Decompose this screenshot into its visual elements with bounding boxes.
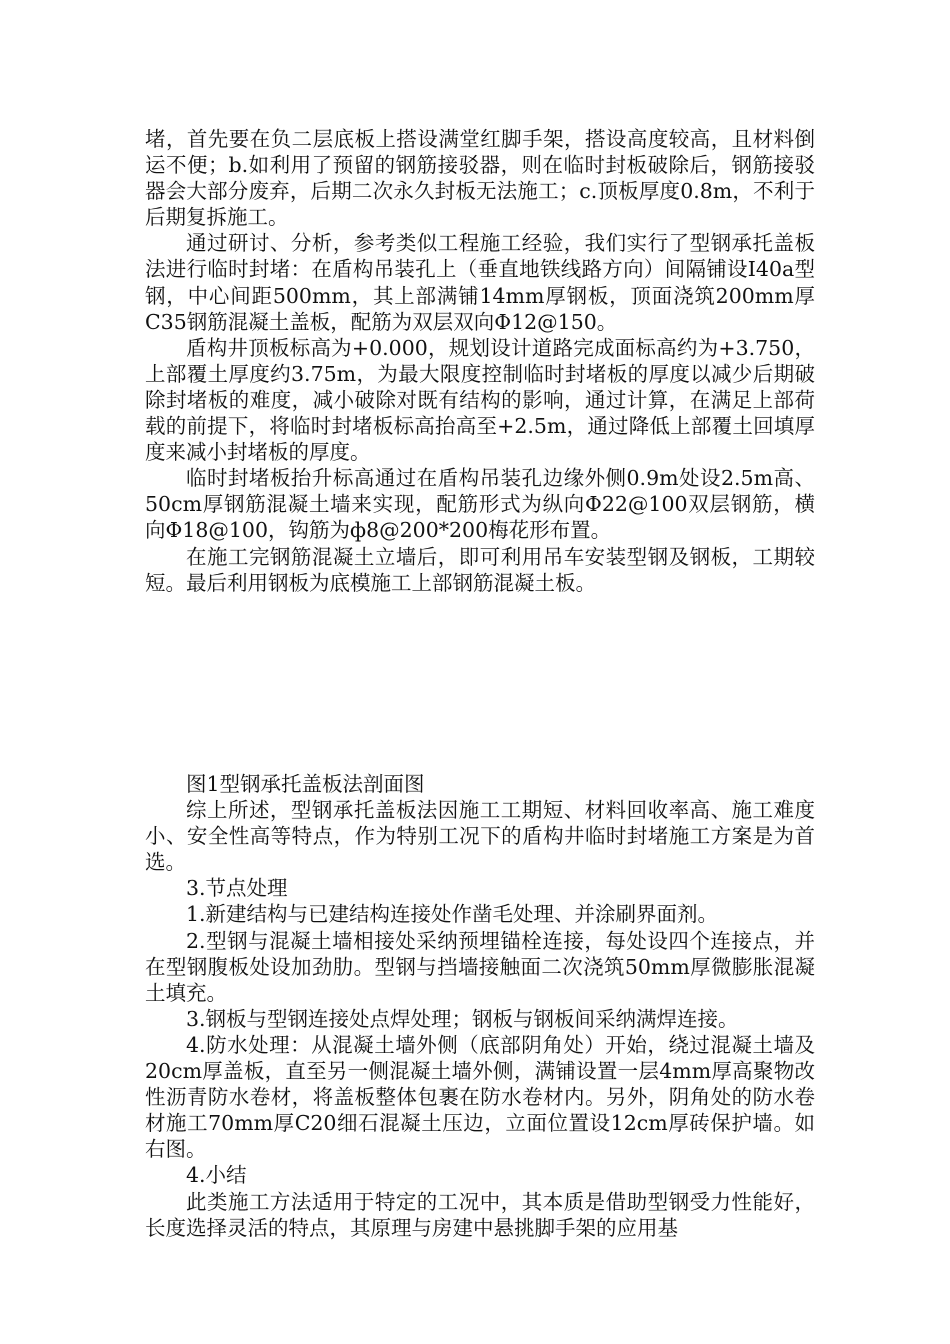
paragraph-method: 通过研讨、分析，参考类似工程施工经验，我们实行了型钢承托盖板法进行临时封堵：在盾构吊装孔上（垂直地铁线路方向）间隔铺设I40a型钢，中心间距500mm，其上部满铺14mm厚钢板，顶面浇筑200mm厚C35钢筋混凝土盖板，配筋为双层双向Φ12@150。 xyxy=(145,231,815,334)
figure-caption: 图1型钢承托盖板法剖面图 xyxy=(186,772,425,796)
section-heading-node-treatment: 3.节点处理 xyxy=(186,876,288,901)
paragraph-elevation: 盾构井顶板标高为+0.000，规划设计道路完成面标高约为+3.750，上部覆土厚度约3.75m，为最大限度控制临时封堵板的厚度以减少后期破除封堵板的难度，减小破除对既有结构的影响，通过计算，在满足上部荷载的前提下，将临时封堵板标高抬高至+2.5m，通过降低上部覆土回填厚度来减小封堵板的厚度。 xyxy=(145,335,815,465)
section-heading-summary: 4.小结 xyxy=(186,1163,247,1188)
paragraph-continuation: 堵，首先要在负二层底板上搭设满堂红脚手架，搭设高度较高，且材料倒运不便；b.如利用了预留的钢筋接驳器，则在临时封板破除后，钢筋接驳器会大部分废弃，后期二次永久封板无法施工；c.顶板厚度0.8m，不利于后期复拆施工。 xyxy=(145,127,815,230)
text-block-bottom xyxy=(145,771,815,1241)
paragraph-summary: 综上所述，型钢承托盖板法因施工工期短、材料回收率高、施工难度小、安全性高等特点，作为特别工况下的盾构井临时封堵施工方案是为首选。 xyxy=(145,798,815,875)
paragraph-installation: 在施工完钢筋混凝土立墙后，即可利用吊车安装型钢及钢板，工期较短。最后利用钢板为底模施工上部钢筋混凝土板。 xyxy=(145,544,815,595)
paragraph-conclusion: 此类施工方法适用于特定的工况中，其本质是借助型钢受力性能好，长度选择灵活的特点，其原理与房建中悬挑脚手架的应用基 xyxy=(145,1189,815,1240)
list-item-4: 4.防水处理：从混凝土墙外侧（底部阴角处）开始，绕过混凝土墙及20cm厚盖板，直至另一侧混凝土墙外侧，满铺设置一层4mm厚高聚物改性沥青防水卷材，将盖板整体包裹在防水卷材内。另外，阴角处的防水卷材施工70mm厚C20细石混凝土压边，立面位置设12cm厚砖保护墙。如右图。 xyxy=(145,1032,815,1162)
list-item-1: 1.新建结构与已建结构连接处作凿毛处理、并涂刷界面剂。 xyxy=(186,902,719,927)
list-item-3: 3.钢板与型钢连接处点焊处理；钢板与钢板间采纳满焊连接。 xyxy=(186,1006,739,1031)
list-item-2: 2.型钢与混凝土墙相接处采纳预埋锚栓连接，每处设四个连接点，并在型钢腹板处设加劲肋。型钢与挡墙接触面二次浇筑50mm厚微膨胀混凝土填充。 xyxy=(145,928,815,1005)
figure-placeholder xyxy=(145,580,815,765)
text-block-top xyxy=(145,126,815,596)
paragraph-wall: 临时封堵板抬升标高通过在盾构吊装孔边缘外侧0.9m处设2.5m高、50cm厚钢筋混凝土墙来实现，配筋形式为纵向Φ22@100双层钢筋，横向Φ18@100，钩筋为ф8@200*200梅花形布置。 xyxy=(145,466,815,543)
